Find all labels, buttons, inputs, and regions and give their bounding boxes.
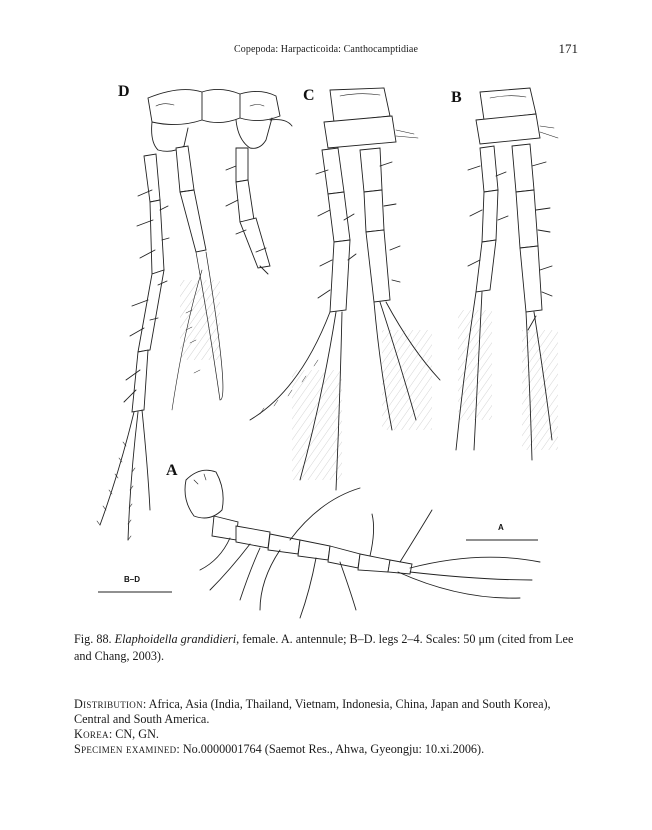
leg-2-drawing-b — [456, 88, 558, 460]
panel-label-b: B — [451, 89, 462, 106]
caption-text: , female. A. antennule; B–D. legs 2–4. Scales: 50 μm (cited from Lee and Chang, 2003). — [74, 632, 574, 663]
fig-number: Fig. 88. — [74, 632, 112, 646]
specimen-label: Specimen examined — [74, 742, 177, 756]
korea-label: Korea — [74, 727, 109, 741]
panel-label-c: C — [303, 87, 315, 104]
species-records — [74, 697, 584, 757]
distribution-text: : Africa, Asia (India, Thailand, Vietnam, Indonesia, China, Japan and South Korea), Central and South America. — [74, 697, 551, 726]
specimen-paragraph — [74, 742, 584, 757]
korea-text: : CN, GN. — [108, 727, 159, 741]
scale-label-bd: B–D — [124, 575, 141, 584]
species-name: Elaphoidella grandidieri — [114, 632, 237, 646]
specimen-text: : No.0000001764 (Saemot Res., Ahwa, Gyeongju: 10.xi.2006). — [176, 742, 485, 756]
antennule-drawing-a — [185, 470, 540, 618]
distribution-label: Distribution — [74, 697, 143, 711]
running-head: Copepoda: Harpacticoida: Canthocamptidiae — [233, 44, 419, 55]
korea-paragraph — [74, 727, 584, 742]
copepod-illustration — [60, 70, 580, 620]
leg-4-drawing-d — [97, 89, 292, 540]
panel-label-a: A — [166, 462, 178, 479]
leg-3-drawing-c — [250, 88, 440, 490]
page-number: 171 — [558, 41, 578, 56]
panel-label-d: D — [118, 83, 130, 100]
scale-label-a: A — [498, 523, 504, 532]
distribution-paragraph — [74, 697, 584, 727]
figure-caption — [74, 631, 580, 665]
figure-88 — [60, 70, 580, 620]
